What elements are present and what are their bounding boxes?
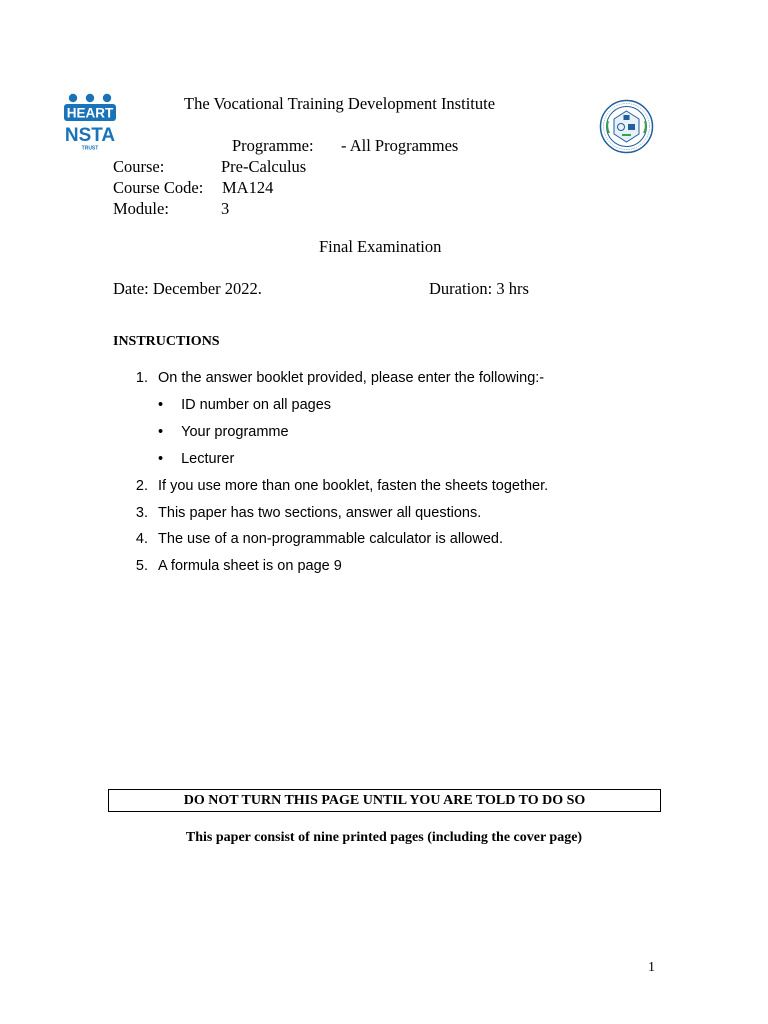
instruction-item-2	[126, 478, 548, 494]
instruction-item-3	[126, 505, 481, 521]
bullet-item-1	[158, 397, 331, 413]
instruction-item-4	[126, 531, 503, 547]
bullet-text: Your programme	[181, 424, 289, 440]
institute-title: The Vocational Training Development Institute	[184, 94, 496, 113]
module-value: 3	[221, 199, 230, 218]
logo-nsta-text: NSTA	[64, 125, 116, 146]
do-not-turn-notice: DO NOT TURN THIS PAGE UNTIL YOU ARE TOLD TO DO SO	[108, 789, 661, 812]
page-number: 1	[648, 960, 655, 975]
exam-duration: Duration: 3 hrs	[429, 279, 529, 298]
bullet-text: ID number on all pages	[181, 397, 332, 413]
instruction-text: The use of a non-programmable calculator is allowed.	[158, 531, 503, 547]
instruction-item-1	[126, 370, 544, 386]
bullet-text: Lecturer	[181, 451, 235, 467]
course-code-value: MA124	[222, 178, 274, 197]
logo-trust-text: TRUST	[81, 145, 99, 151]
instruction-text: A formula sheet is on page 9	[158, 558, 342, 574]
programme-value: - All Programmes	[341, 136, 459, 155]
pages-note: This paper consist of nine printed pages (including the cover page)	[185, 830, 583, 845]
exam-date: Date: December 2022.	[113, 279, 262, 298]
vtdi-seal-logo	[599, 99, 654, 154]
course-code-label: Course Code:	[113, 178, 204, 197]
bullet-icon: •	[158, 397, 164, 413]
instruction-text: If you use more than one booklet, fasten the sheets together.	[158, 478, 549, 494]
instruction-text: This paper has two sections, answer all questions.	[158, 505, 482, 521]
exam-title: Final Examination	[319, 237, 442, 256]
instructions-heading: INSTRUCTIONS	[113, 334, 220, 349]
bullet-item-3	[158, 451, 234, 467]
programme-label: Programme:	[232, 136, 314, 155]
instruction-number: 2.	[135, 478, 148, 494]
bullet-item-2	[158, 424, 289, 440]
heart-nsta-logo	[63, 93, 117, 151]
bullet-icon: •	[158, 451, 164, 467]
instruction-number: 1.	[135, 370, 148, 386]
course-label: Course:	[113, 157, 165, 176]
instruction-number: 3.	[135, 505, 148, 521]
instruction-number: 4.	[135, 531, 148, 547]
instruction-text: On the answer booklet provided, please enter the following:-	[158, 370, 545, 386]
module-label: Module:	[113, 199, 169, 218]
logo-heart-text: HEART	[66, 105, 114, 121]
course-value: Pre-Calculus	[221, 157, 307, 176]
bullet-icon: •	[158, 424, 164, 440]
instruction-number: 5.	[135, 558, 148, 574]
instruction-item-5	[126, 558, 342, 574]
